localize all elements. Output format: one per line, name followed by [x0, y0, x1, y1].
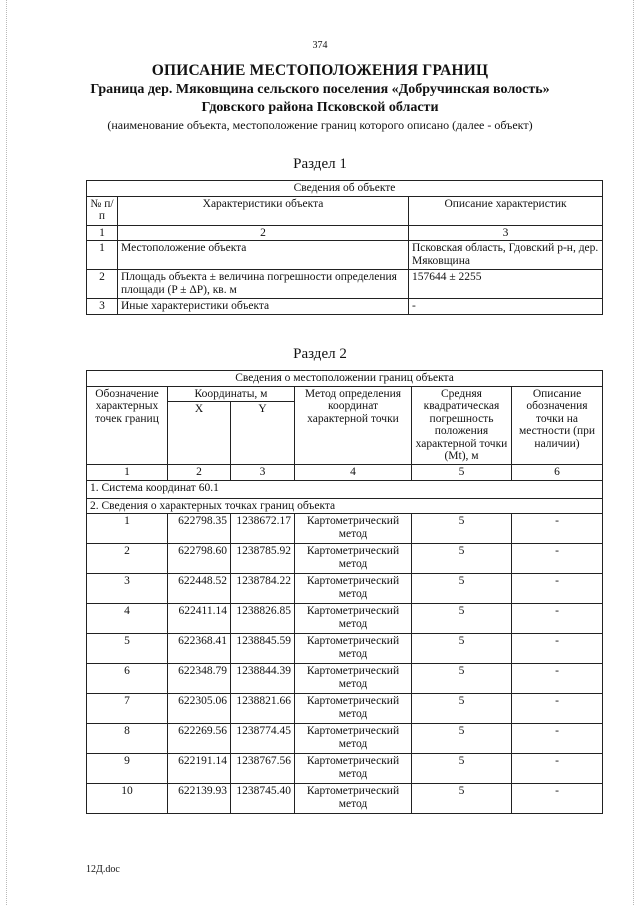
point-description: -	[512, 574, 603, 604]
document-subtitle-line1: Граница дер. Мяковщина сельского поселения «Добручинская волость»	[90, 82, 550, 97]
point-error: 5	[412, 754, 512, 784]
table-row	[87, 664, 603, 694]
row-value: 157644 ± 2255	[409, 270, 603, 299]
point-x: 622798.35	[168, 514, 231, 544]
page-number: 374	[312, 40, 328, 51]
table-row	[87, 544, 603, 574]
point-error: 5	[412, 574, 512, 604]
header-point: Обозначение характерных точек границ	[87, 386, 168, 465]
table-row	[87, 270, 603, 299]
point-description: -	[512, 634, 603, 664]
table-row	[87, 724, 603, 754]
table-row	[87, 694, 603, 724]
point-y: 1238767.56	[231, 754, 295, 784]
header-characteristic: Характеристики объекта	[118, 196, 409, 225]
point-x: 622348.79	[168, 664, 231, 694]
point-x: 622368.41	[168, 634, 231, 664]
point-number: 4	[87, 604, 168, 634]
point-number: 7	[87, 694, 168, 724]
point-method: Картометрический метод	[295, 574, 412, 604]
column-number: 5	[412, 465, 512, 481]
table-row	[87, 299, 603, 315]
header-error: Средняя квадратическая погрешность положения характерной точки (Mt), м	[412, 386, 512, 465]
point-method: Картометрический метод	[295, 754, 412, 784]
point-method: Картометрический метод	[295, 724, 412, 754]
system-row	[87, 480, 603, 498]
point-x: 622798.60	[168, 544, 231, 574]
table-title-row	[87, 181, 603, 197]
point-description: -	[512, 724, 603, 754]
point-x: 622411.14	[168, 604, 231, 634]
point-y: 1238774.45	[231, 724, 295, 754]
point-y: 1238844.39	[231, 664, 295, 694]
document-title: ОПИСАНИЕ МЕСТОПОЛОЖЕНИЯ ГРАНИЦ	[151, 62, 489, 79]
point-number: 2	[87, 544, 168, 574]
column-number: 1	[87, 465, 168, 481]
point-number: 1	[87, 514, 168, 544]
section1-title: Раздел 1	[293, 156, 347, 172]
point-y: 1238784.22	[231, 574, 295, 604]
point-error: 5	[412, 634, 512, 664]
table-row	[87, 241, 603, 270]
column-number: 6	[512, 465, 603, 481]
point-error: 5	[412, 544, 512, 574]
table-header-row	[87, 196, 603, 225]
table-row	[87, 784, 603, 814]
boundary-points-table	[86, 370, 603, 814]
table-row	[87, 604, 603, 634]
header-x: X	[168, 402, 231, 465]
object-note: (наименование объекта, местоположение границ которого описано (далее - объект)	[107, 118, 533, 132]
row-number: 2	[87, 270, 118, 299]
row-characteristic: Местоположение объекта	[118, 241, 409, 270]
point-number: 6	[87, 664, 168, 694]
point-description: -	[512, 754, 603, 784]
column-number-row	[87, 465, 603, 481]
table-row	[87, 574, 603, 604]
header-y: Y	[231, 402, 295, 465]
section2-title: Раздел 2	[293, 346, 347, 362]
point-y: 1238672.17	[231, 514, 295, 544]
point-method: Картометрический метод	[295, 604, 412, 634]
header-description: Описание обозначения точки на местности (при наличии)	[512, 386, 603, 465]
column-number-row	[87, 225, 603, 241]
point-description: -	[512, 514, 603, 544]
table-row	[87, 754, 603, 784]
header-method: Метод определения координат характерной точки	[295, 386, 412, 465]
point-x: 622139.93	[168, 784, 231, 814]
scan-edge-right	[633, 0, 634, 905]
point-y: 1238821.66	[231, 694, 295, 724]
row-value: -	[409, 299, 603, 315]
column-number: 4	[295, 465, 412, 481]
column-number: 3	[409, 225, 603, 241]
point-description: -	[512, 664, 603, 694]
point-number: 9	[87, 754, 168, 784]
point-error: 5	[412, 784, 512, 814]
point-number: 5	[87, 634, 168, 664]
point-error: 5	[412, 694, 512, 724]
coordinate-system: 1. Система координат 60.1	[87, 480, 603, 498]
footer-filename: 12Д.doc	[86, 864, 120, 875]
point-y: 1238826.85	[231, 604, 295, 634]
point-error: 5	[412, 664, 512, 694]
point-error: 5	[412, 604, 512, 634]
point-y: 1238785.92	[231, 544, 295, 574]
table-title: Сведения о местоположении границ объекта	[87, 371, 603, 387]
point-number: 10	[87, 784, 168, 814]
column-number: 1	[87, 225, 118, 241]
point-x: 622305.06	[168, 694, 231, 724]
point-description: -	[512, 544, 603, 574]
point-x: 622448.52	[168, 574, 231, 604]
points-heading: 2. Сведения о характерных точках границ объекта	[87, 498, 603, 514]
point-method: Картометрический метод	[295, 544, 412, 574]
point-method: Картометрический метод	[295, 514, 412, 544]
point-x: 622191.14	[168, 754, 231, 784]
document-subtitle-line2: Гдовского района Псковской области	[201, 100, 439, 115]
row-number: 1	[87, 241, 118, 270]
table-row	[87, 634, 603, 664]
points-heading-row	[87, 498, 603, 514]
point-x: 622269.56	[168, 724, 231, 754]
point-description: -	[512, 694, 603, 724]
point-description: -	[512, 604, 603, 634]
table-title: Сведения об объекте	[87, 181, 603, 197]
header-num: № п/п	[87, 196, 118, 225]
point-number: 3	[87, 574, 168, 604]
header-coords: Координаты, м	[168, 386, 295, 402]
object-info-table	[86, 180, 603, 315]
point-error: 5	[412, 724, 512, 754]
header-description: Описание характеристик	[409, 196, 603, 225]
point-description: -	[512, 784, 603, 814]
point-method: Картометрический метод	[295, 634, 412, 664]
point-y: 1238745.40	[231, 784, 295, 814]
point-method: Картометрический метод	[295, 784, 412, 814]
point-method: Картометрический метод	[295, 664, 412, 694]
column-number: 2	[118, 225, 409, 241]
row-characteristic: Иные характеристики объекта	[118, 299, 409, 315]
column-number: 2	[168, 465, 231, 481]
table-row	[87, 514, 603, 544]
column-number: 3	[231, 465, 295, 481]
table-title-row	[87, 371, 603, 387]
table-header-row	[87, 386, 603, 402]
point-y: 1238845.59	[231, 634, 295, 664]
scan-edge-left	[6, 0, 7, 905]
points-body	[87, 514, 603, 814]
point-error: 5	[412, 514, 512, 544]
point-number: 8	[87, 724, 168, 754]
point-method: Картометрический метод	[295, 694, 412, 724]
row-value: Псковская область, Гдовский р-н, дер. Мяковщина	[409, 241, 603, 270]
row-characteristic: Площадь объекта ± величина погрешности определения площади (P ± ΔP), кв. м	[118, 270, 409, 299]
row-number: 3	[87, 299, 118, 315]
